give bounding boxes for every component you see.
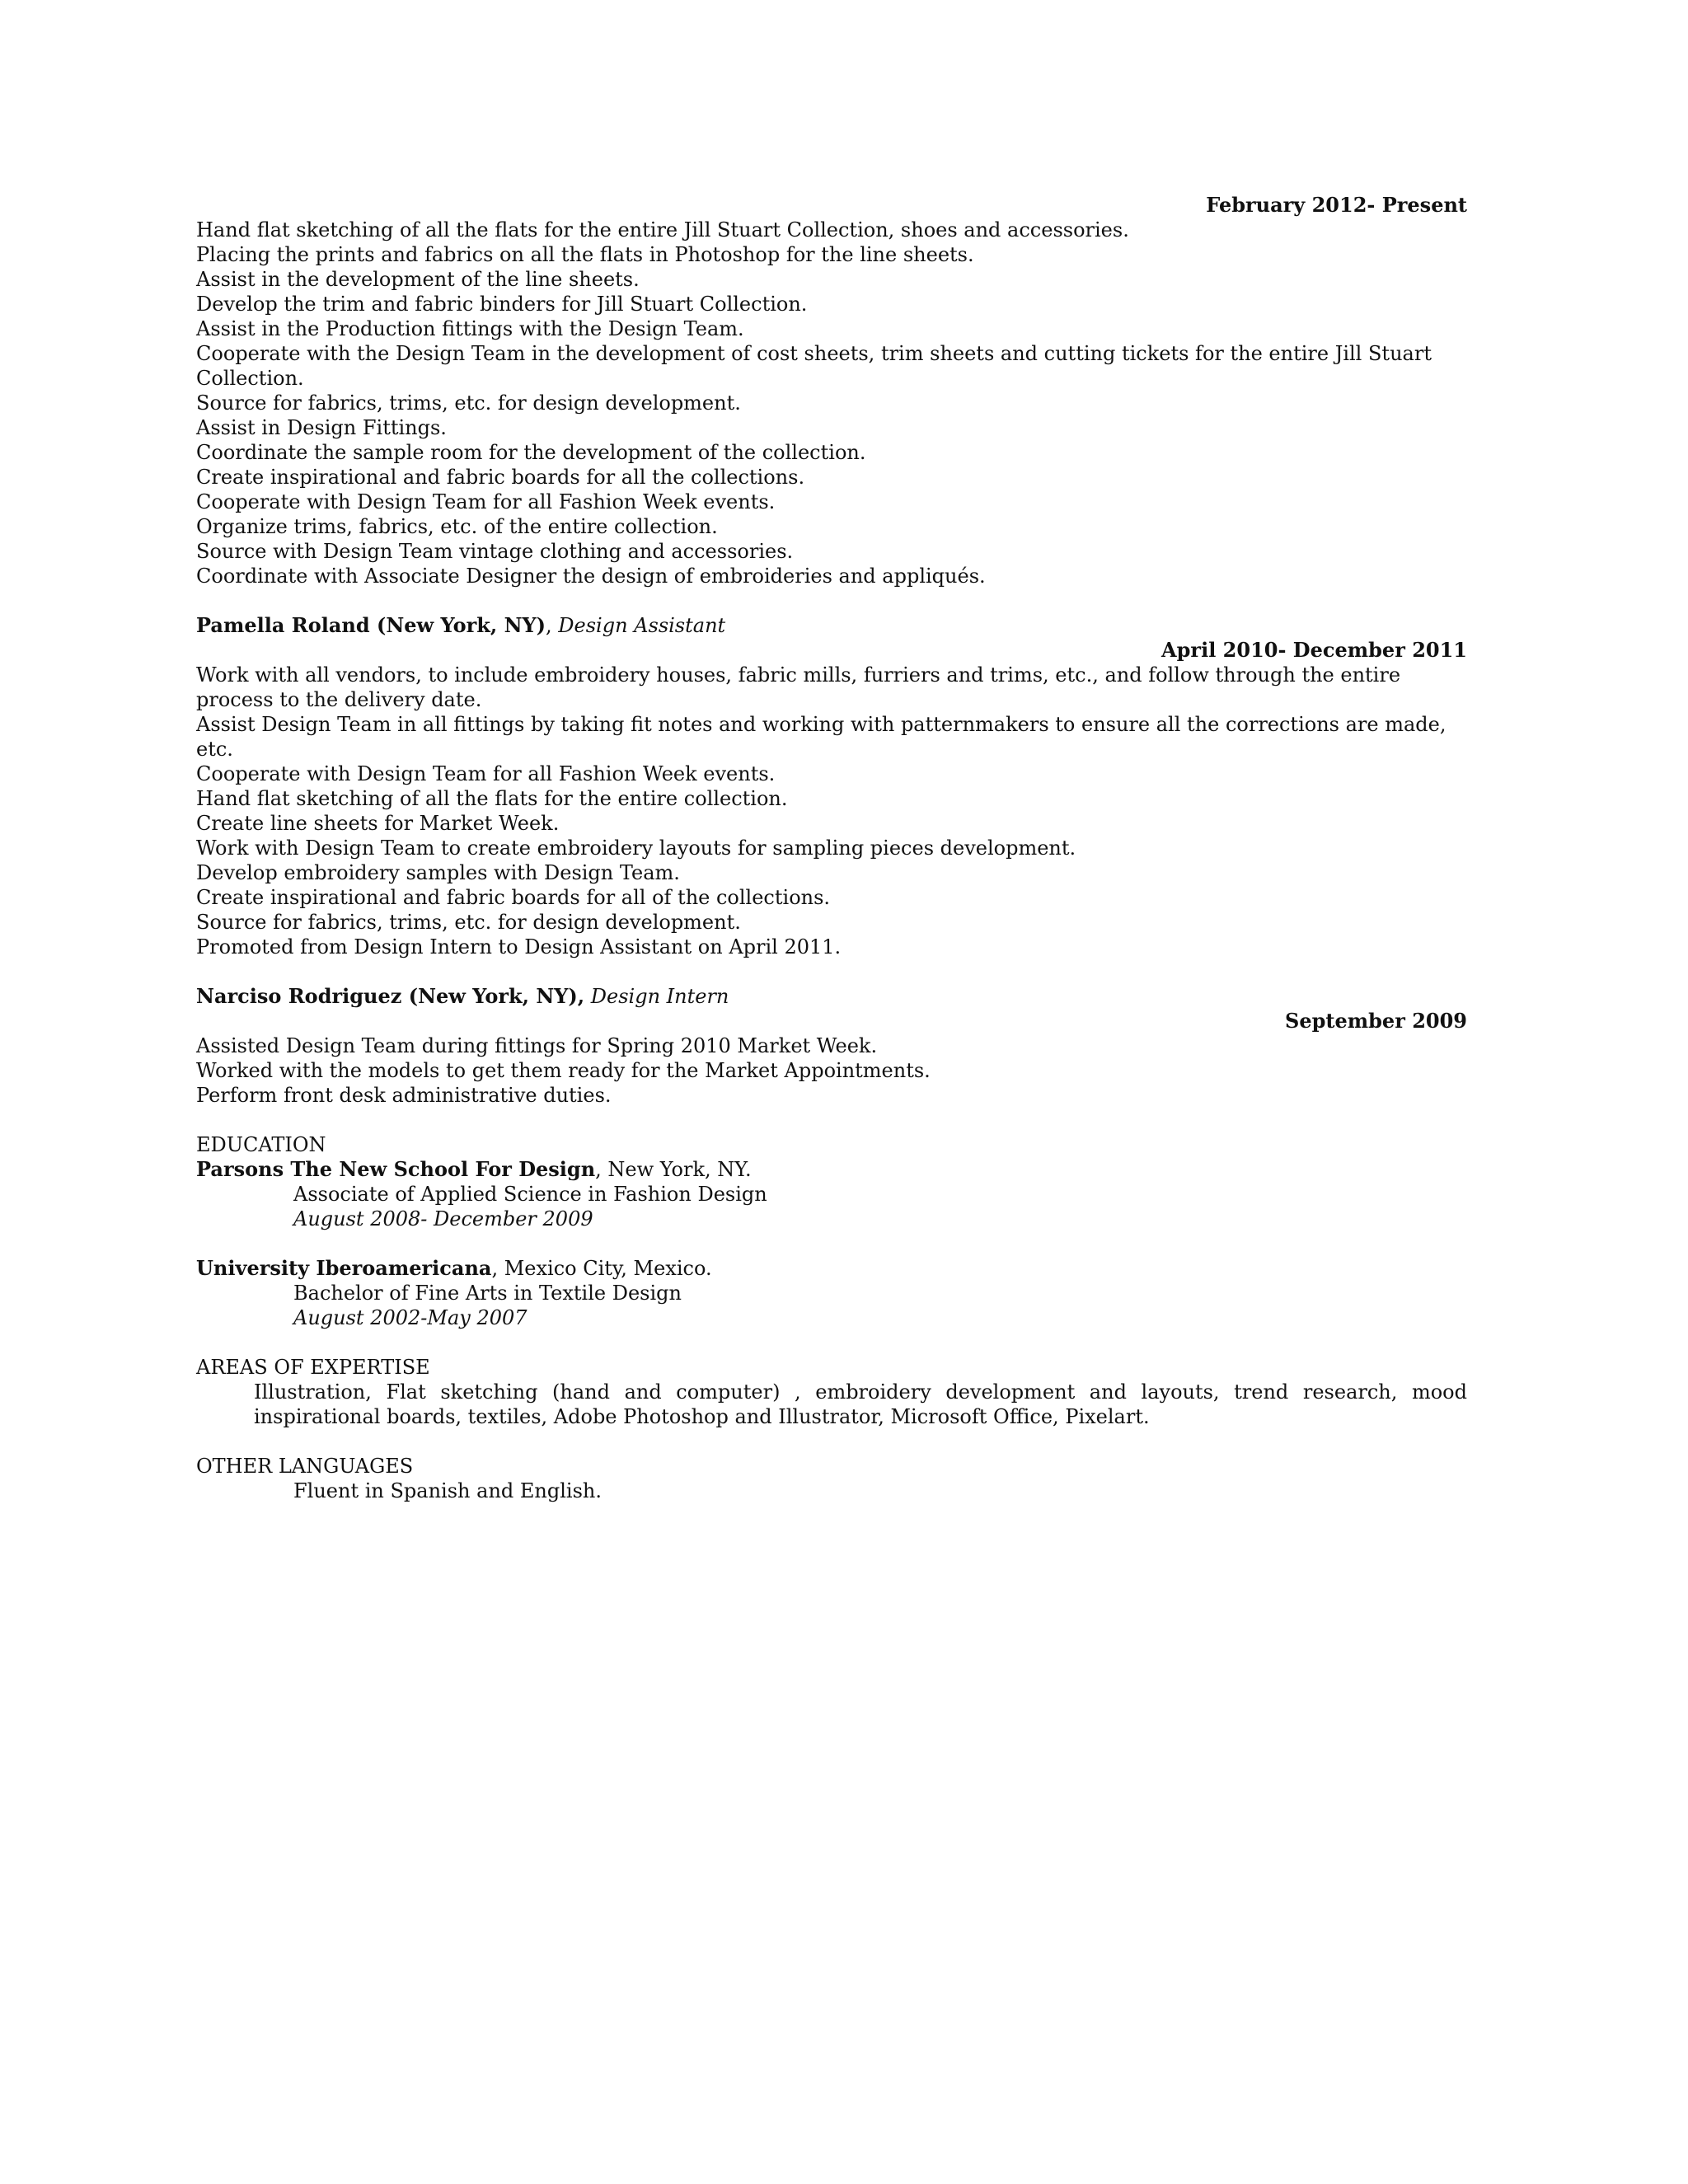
spacer — [196, 588, 1467, 613]
school-degree: Associate of Applied Science in Fashion Design — [293, 1183, 767, 1206]
school-dates: August 2008- December 2009 — [293, 1207, 593, 1230]
section-heading: OTHER LANGUAGES — [196, 1455, 414, 1478]
job-duty: Work with all vendors, to include embroidery houses, fabric mills, furriers and trims, etc., and follow through the entire process to the delivery date. — [196, 663, 1401, 711]
spacer — [196, 1330, 1467, 1355]
school-name: University Iberoamericana — [196, 1256, 492, 1280]
job-heading-separator: , — [546, 614, 559, 637]
school-degree: Bachelor of Fine Arts in Textile Design — [293, 1282, 682, 1305]
job-duty: Worked with the models to get them ready for the Market Appointments. — [196, 1059, 931, 1082]
job-date: September 2009 — [1285, 1009, 1467, 1033]
job-duty: Work with Design Team to create embroidery layouts for sampling pieces development. — [196, 837, 1076, 860]
job-duty: Create inspirational and fabric boards for all of the collections. — [196, 886, 831, 909]
job-duty: Develop the trim and fabric binders for Jill Stuart Collection. — [196, 293, 808, 316]
school-location: , New York, NY. — [595, 1158, 752, 1181]
job-duty: Hand flat sketching of all the flats for the entire Jill Stuart Collection, shoes and accessories. — [196, 218, 1129, 241]
job-title: Design Intern — [590, 985, 729, 1008]
job-date: April 2010- December 2011 — [1161, 638, 1467, 662]
spacer — [196, 1108, 1467, 1132]
expertise-section — [196, 1355, 1467, 1429]
school-dates: August 2002-May 2007 — [293, 1306, 528, 1329]
job-duty: Promoted from Design Intern to Design Assistant on April 2011. — [196, 935, 842, 958]
job-date: February 2012- Present — [1206, 193, 1467, 217]
spacer — [196, 1429, 1467, 1454]
job-duty: Assisted Design Team during fittings for Spring 2010 Market Week. — [196, 1034, 878, 1057]
spacer — [196, 1231, 1467, 1256]
resume-page — [196, 193, 1467, 1503]
education-section — [196, 1132, 1467, 1330]
job-duty: Perform front desk administrative duties. — [196, 1084, 612, 1107]
job-duty: Source for fabrics, trims, etc. for design development. — [196, 911, 741, 934]
job-duty: Create line sheets for Market Week. — [196, 812, 560, 835]
job-duty: Develop embroidery samples with Design Team. — [196, 861, 680, 884]
school-line — [196, 1256, 1467, 1281]
job-duty: Coordinate the sample room for the development of the collection. — [196, 441, 866, 464]
job-duty: Hand flat sketching of all the flats for the entire collection. — [196, 787, 788, 810]
job-heading — [196, 613, 1467, 638]
job-duty: Source for fabrics, trims, etc. for design development. — [196, 391, 741, 415]
job-duty: Cooperate with Design Team for all Fashion Week events. — [196, 490, 776, 513]
job-jill-stuart — [196, 193, 1467, 588]
job-duty: Create inspirational and fabric boards for all the collections. — [196, 466, 805, 489]
job-title: Design Assistant — [558, 614, 726, 637]
job-duty: Assist in the development of the line sheets. — [196, 268, 640, 291]
job-employer: Narciso Rodriguez (New York, NY), — [196, 984, 585, 1008]
job-duty: Organize trims, fabrics, etc. of the entire collection. — [196, 515, 718, 538]
job-duty: Cooperate with Design Team for all Fashion Week events. — [196, 762, 776, 785]
school-location: , Mexico City, Mexico. — [491, 1257, 712, 1280]
job-duty: Assist Design Team in all fittings by taking fit notes and working with patternmakers to ensure all the corrections are made, etc. — [196, 713, 1447, 761]
job-employer: Pamella Roland (New York, NY) — [196, 613, 546, 637]
job-duty: Source with Design Team vintage clothing and accessories. — [196, 540, 794, 563]
job-heading-separator — [584, 985, 591, 1008]
languages-section — [196, 1454, 1467, 1503]
job-heading — [196, 984, 1467, 1009]
job-pamella-roland — [196, 613, 1467, 959]
spacer — [196, 959, 1467, 984]
job-duty: Assist in Design Fittings. — [196, 416, 447, 439]
expertise-text: Illustration, Flat sketching (hand and computer) , embroidery development and layouts, trend research, mood inspirational boards, textiles, Adobe Photoshop and Illustrator, Microsoft Office, Pixelart. — [254, 1380, 1467, 1428]
section-heading: EDUCATION — [196, 1133, 326, 1156]
school-line — [196, 1157, 1467, 1182]
job-duty: Cooperate with the Design Team in the development of cost sheets, trim sheets and cutting tickets for the entire Jill Stuart Collection. — [196, 342, 1432, 390]
job-narciso-rodriguez — [196, 984, 1467, 1108]
section-heading: AREAS OF EXPERTISE — [196, 1356, 430, 1379]
job-duty: Placing the prints and fabrics on all the flats in Photoshop for the line sheets. — [196, 243, 974, 266]
languages-text: Fluent in Spanish and English. — [293, 1479, 602, 1502]
job-duty: Assist in the Production fittings with the Design Team. — [196, 317, 744, 340]
job-duty: Coordinate with Associate Designer the design of embroideries and appliqués. — [196, 565, 986, 588]
school-name: Parsons The New School For Design — [196, 1157, 596, 1181]
